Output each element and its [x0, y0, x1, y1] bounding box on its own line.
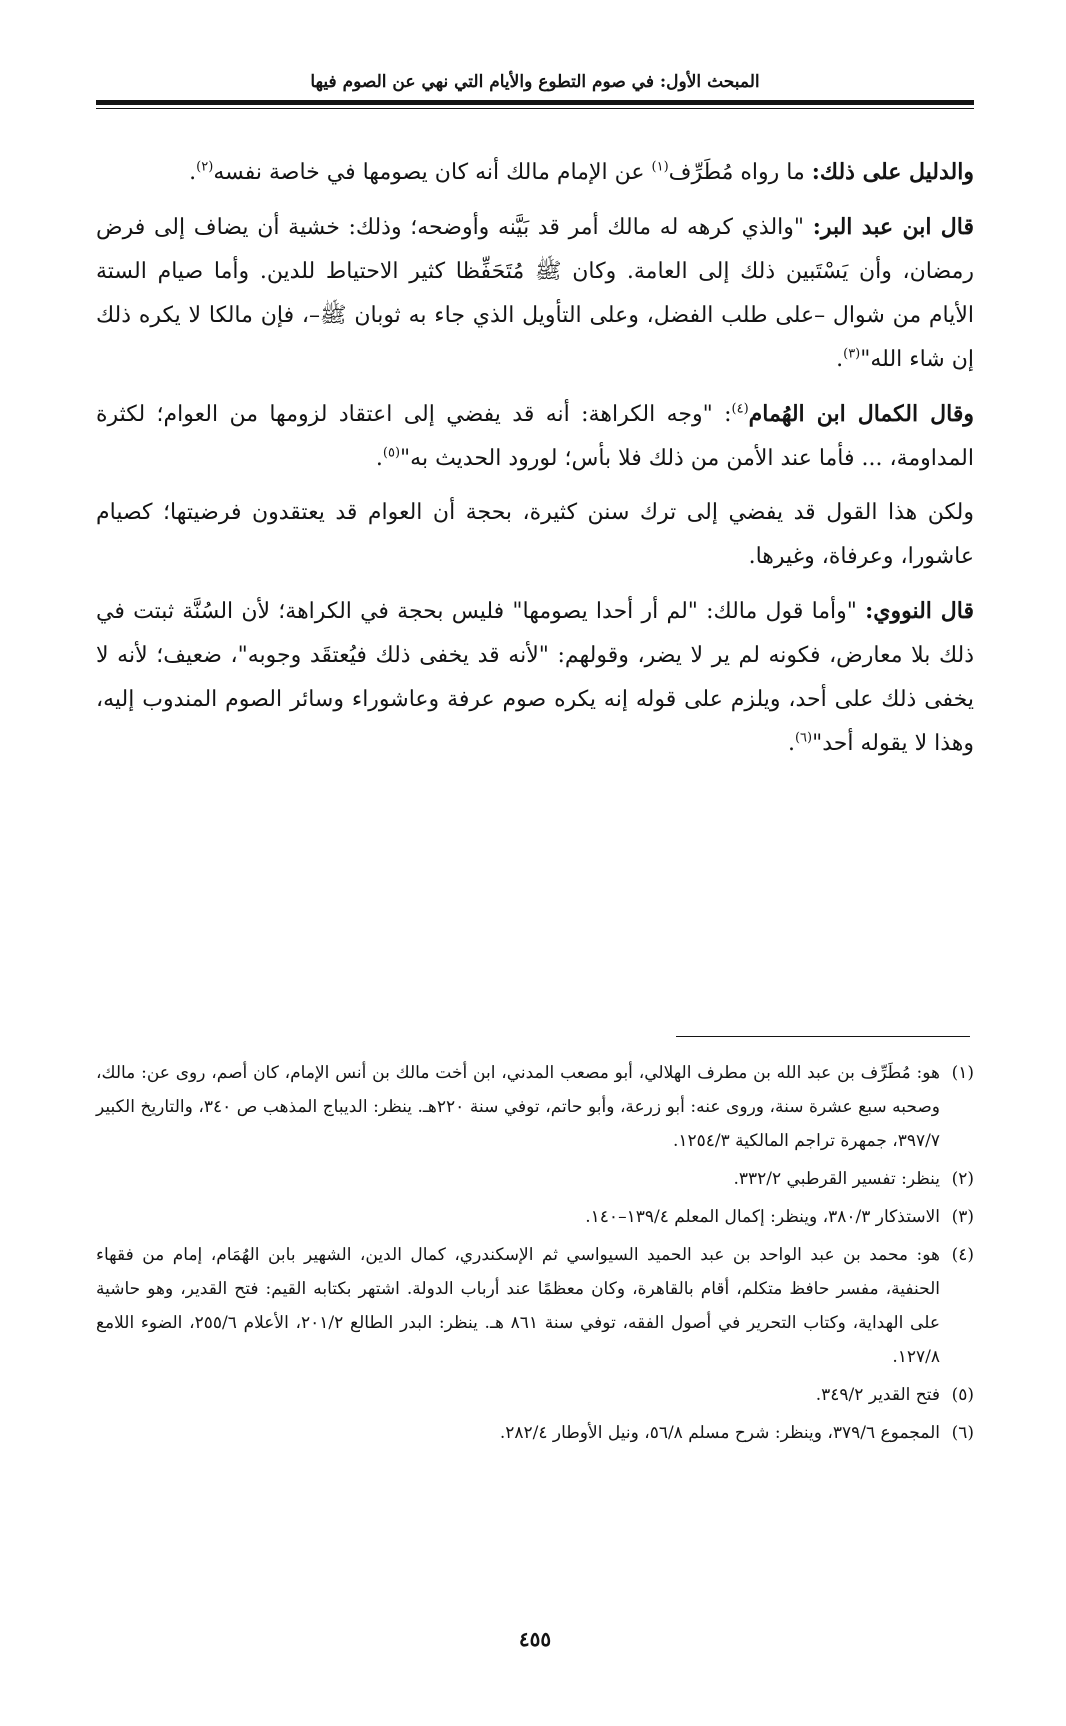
- footnote-number: (٣): [951, 1207, 974, 1227]
- footnote-number: (٦): [951, 1423, 974, 1443]
- footnote-ref: (٤): [731, 401, 749, 417]
- footnote-text: هو: مُطَرِّف بن عبد الله بن مطرف الهلالي، أبو مصعب المدني، ابن أخت مالك بن أنس الإمام، كان أصم، روى عن: مالك، وصحبه سبع عشرة سنة، وروى عنه: أبو زرعة، وأبو حاتم، توفي سنة ٢٢٠هـ. ينظر: الديباج المذهب ص ٣٤٠، والتاريخ الكبير ٣٩٧/٧، جمهرة تراجم المالكية ١٢٥٤/٣.: [96, 1063, 940, 1151]
- footnote-text: هو: محمد بن عبد الواحد بن عبد الحميد السيواسي ثم الإسكندري، كمال الدين، الشهير بابن الهُمَام، إمام من فقهاء الحنفية، مفسر حافظ متكلم، أقام بالقاهرة، وكان معظمًا عند أرباب الدولة. اشتهر بكتابه القيم: فتح القدير، وهو حاشية على الهداية، وكتاب التحرير في أصول الفقه، توفي سنة ٨٦١ هـ. ينظر: البدر الطالع ٢٠١/٢، الأعلام ٢٥٥/٦، الضوء اللامع ١٢٧/٨.: [96, 1245, 940, 1367]
- paragraph-text: : "وجه الكراهة: أنه قد يفضي إلى اعتقاد لزومها من العوام؛ لكثرة المداومة، ... فأما عند الأمن من ذلك فلا بأس؛ لورود الحديث به": [96, 402, 974, 471]
- paragraph-text: .: [787, 731, 795, 756]
- paragraph-lead: والدليل على ذلك:: [811, 159, 974, 185]
- footnote-ref: (١): [651, 159, 669, 175]
- paragraph-text: ما رواه مُطَرِّف: [668, 160, 812, 185]
- footnote-ref: (٢): [196, 159, 214, 175]
- paragraph-lead: قال ابن عبد البر:: [812, 214, 974, 240]
- paragraph-lead: قال النووي:: [865, 598, 974, 624]
- footnote-number: (٢): [951, 1169, 974, 1189]
- paragraph-ibn-al-humam: [96, 392, 974, 481]
- footnote-number: (٤): [951, 1245, 974, 1265]
- paragraph-lead: وقال الكمال ابن الهُمام: [748, 401, 974, 427]
- footnote: [96, 1416, 974, 1450]
- paragraph-ibn-abd-al-barr: [96, 205, 974, 382]
- paragraph-nawawi: [96, 589, 974, 766]
- paragraph-text: عن الإمام مالك أنه كان يصومها في خاصة نفسه: [213, 160, 652, 185]
- footnote-text: ينظر: تفسير القرطبي ٣٣٢/٢.: [733, 1169, 940, 1189]
- footnote-text: الاستذكار ٣٨٠/٣، وينظر: إكمال المعلم ١٣٩/٤–١٤٠.: [585, 1207, 940, 1227]
- footnotes: [96, 1056, 974, 1454]
- paragraph-text: "وأما قول مالك: "لم أر أحدا يصومها" فليس بحجة في الكراهة؛ لأن السُنَّة ثبتت في ذلك بلا معارض، فكونه لم ير لا يضر، وقولهم: "لأنه قد يخفى ذلك فيُعتقَد وجوبه"، ضعيف؛ لأنه لا يخفى ذلك على أحد، ويلزم على قوله إنه يكره صوم عرفة وعاشوراء وسائر الصوم المندوب إليه، وهذا لا يقوله أحد": [96, 599, 974, 756]
- footnote: [96, 1378, 974, 1412]
- footnote-ref: (٣): [843, 346, 861, 362]
- footnote-number: (٥): [951, 1385, 974, 1405]
- footnote: [96, 1238, 974, 1374]
- paragraph-text: ولكن هذا القول قد يفضي إلى ترك سنن كثيرة، بحجة أن العوام قد يعتقدون فرضيتها؛ كصيام عاشورا، وعرفاة، وغيرها.: [96, 500, 974, 569]
- footnote: [96, 1200, 974, 1234]
- footnote: [96, 1056, 974, 1158]
- running-header: المبحث الأول: في صوم التطوع والأيام التي نهي عن الصوم فيها: [310, 72, 760, 92]
- footnote-ref: (٦): [794, 730, 813, 746]
- paragraph-text: .: [375, 446, 383, 471]
- footnote: [96, 1162, 974, 1196]
- paragraph-text: "والذي كرهه له مالك أمر قد بَيَّنه وأوضحه؛ وذلك: خشية أن يضاف إلى فرض رمضان، وأن يَسْتَبين ذلك إلى العامة. وكان ﷺ مُتَحَفِّظا كثير الاحتياط للدين. وأما صيام الستة الأيام من شوال –على طلب الفضل، وعلى التأويل الذي جاء به ثوبان ﷺ–، فإن مالكا لا يكره ذلك إن شاء الله": [96, 215, 974, 372]
- paragraph-evidence: [96, 150, 974, 195]
- paragraph-text: .: [189, 160, 197, 185]
- footnote-text: المجموع ٣٧٩/٦، وينظر: شرح مسلم ٥٦/٨، ونيل الأوطار ٢٨٢/٤.: [499, 1423, 940, 1443]
- page-number: ٤٥٥: [518, 1627, 552, 1651]
- footnote-text: فتح القدير ٣٤٩/٢.: [815, 1385, 940, 1405]
- footnote-separator: [676, 1036, 970, 1037]
- paragraph-text: .: [836, 347, 844, 372]
- paragraph-response: [96, 491, 974, 579]
- main-text: [96, 150, 974, 776]
- header-rule-thick: [96, 100, 974, 105]
- footnote-ref: (٥): [382, 445, 401, 461]
- footnote-number: (١): [951, 1063, 974, 1083]
- header-rule-thin: [96, 108, 974, 109]
